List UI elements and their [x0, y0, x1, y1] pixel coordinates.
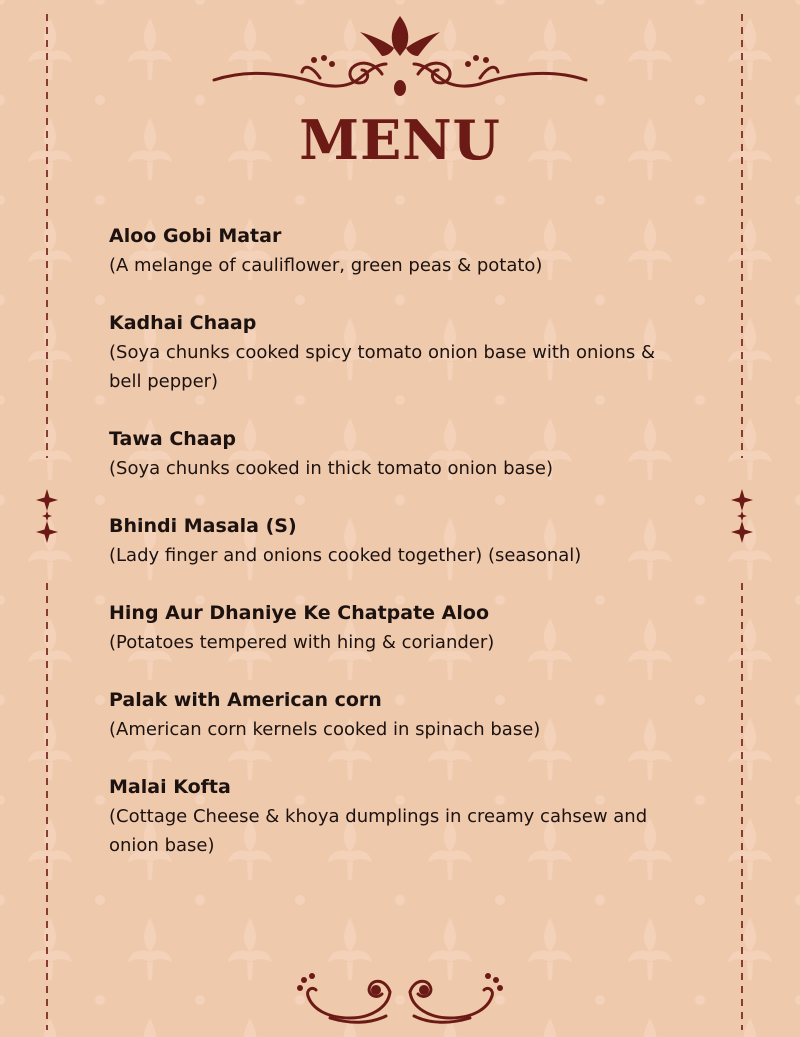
item-name: Hing Aur Dhaniye Ke Chatpate Aloo	[109, 602, 490, 624]
top-fleur-flourish	[210, 12, 590, 102]
menu-title: MENU	[299, 108, 501, 172]
item-description: (Lady finger and onions cooked together) (seasonal)	[109, 545, 582, 566]
item-name: Tawa Chaap	[109, 428, 237, 450]
menu-item	[109, 512, 689, 570]
menu-item	[109, 599, 689, 657]
menu-list	[109, 222, 689, 889]
item-description: (Soya chunks cooked in thick tomato onion base)	[109, 458, 553, 479]
item-name: Kadhai Chaap	[109, 312, 257, 334]
item-name: Malai Kofta	[109, 776, 231, 798]
item-description: (A melange of cauliflower, green peas & potato)	[109, 255, 543, 276]
menu-item	[109, 686, 689, 744]
item-name: Palak with American corn	[109, 689, 382, 711]
left-star-ornament	[36, 489, 58, 543]
menu-item	[109, 773, 689, 860]
menu-item	[109, 425, 689, 483]
right-star-ornament	[731, 489, 753, 543]
item-description: (Potatoes tempered with hing & coriander)	[109, 632, 495, 653]
bottom-swirl-flourish	[290, 968, 510, 1034]
item-name: Bhindi Masala (S)	[109, 515, 297, 537]
menu-item	[109, 309, 689, 396]
item-description: (Cottage Cheese & khoya dumplings in creamy cahsew and onion base)	[109, 806, 648, 856]
item-description: (American corn kernels cooked in spinach base)	[109, 719, 541, 740]
item-description: (Soya chunks cooked spicy tomato onion base with onions & bell pepper)	[109, 342, 656, 392]
item-name: Aloo Gobi Matar	[109, 225, 282, 247]
menu-item	[109, 222, 689, 280]
